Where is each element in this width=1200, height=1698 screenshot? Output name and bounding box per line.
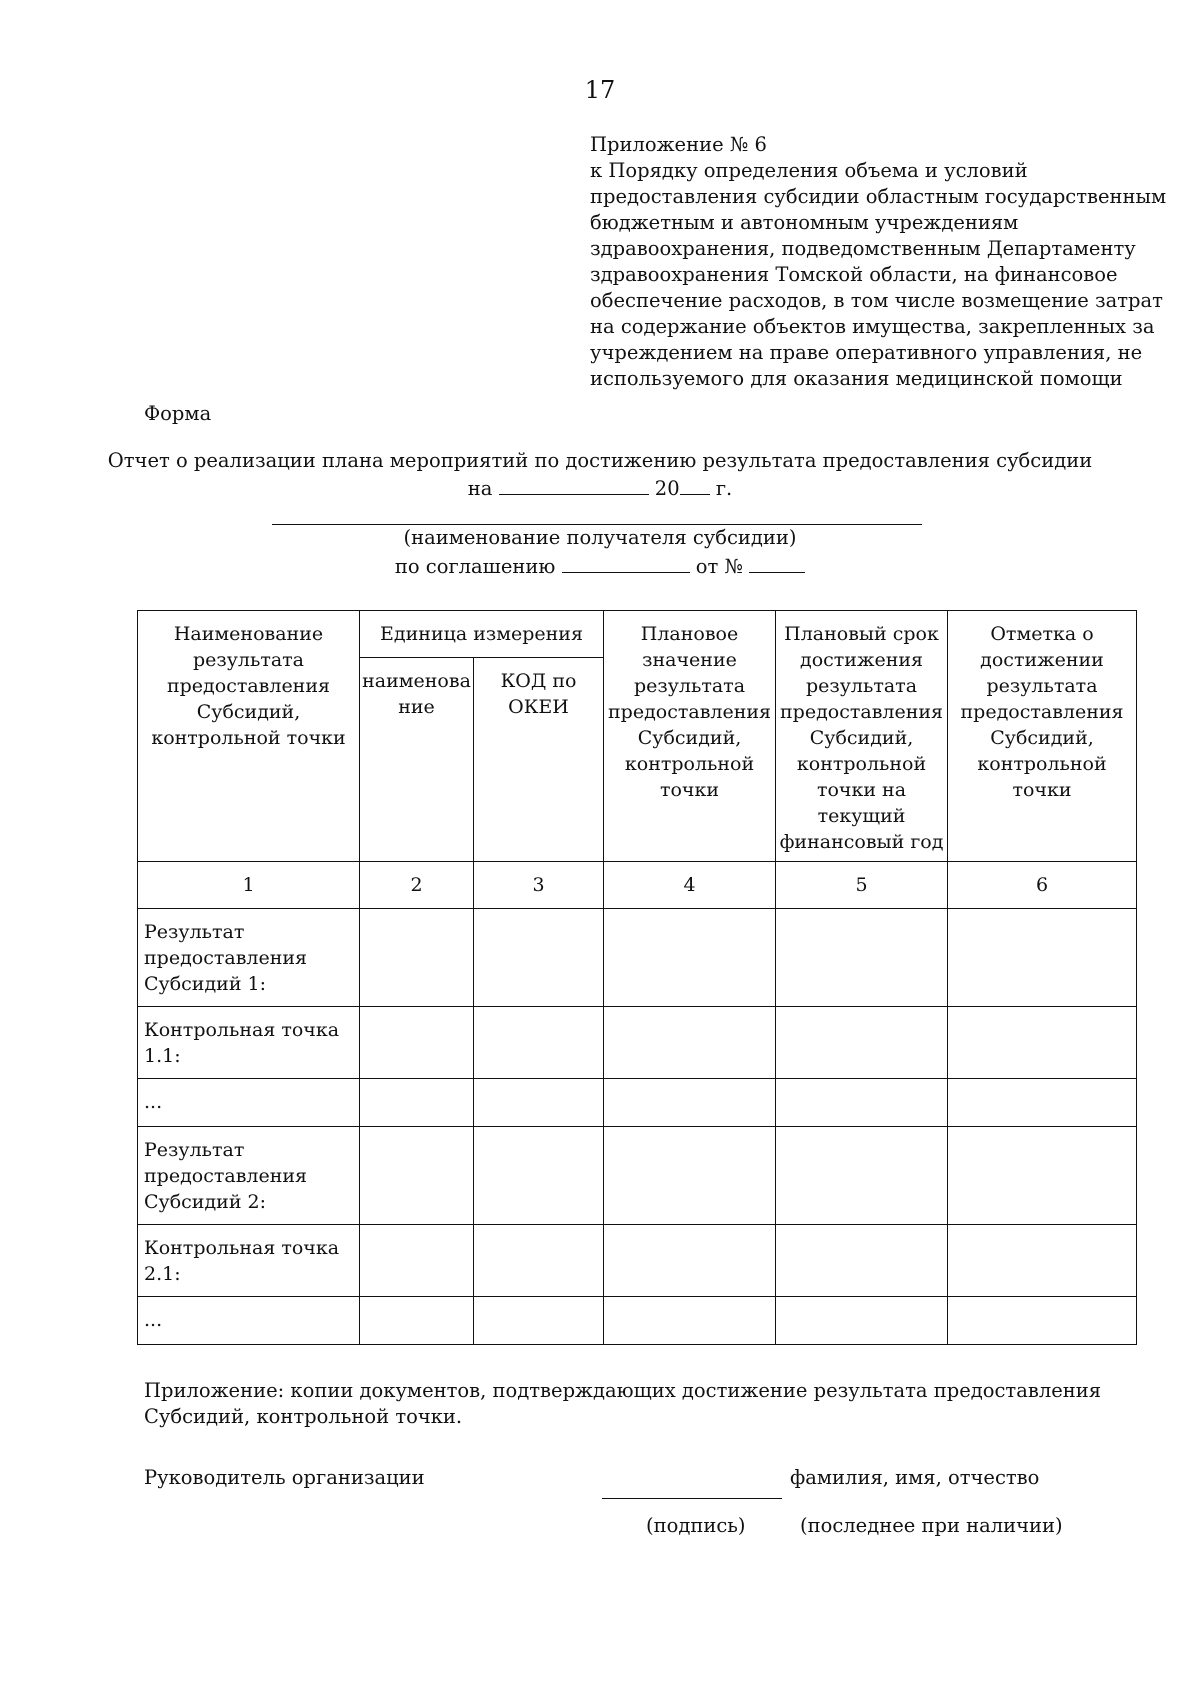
table-cell[interactable] (604, 1297, 776, 1345)
table-cell[interactable] (948, 909, 1137, 1007)
appendix-line: учреждением на праве оперативного управления, не (590, 341, 1143, 364)
agreement-date-field[interactable] (562, 552, 690, 573)
appendix-header (590, 132, 1167, 392)
table-cell[interactable] (474, 1007, 604, 1079)
agreement-prefix: по соглашению (394, 555, 556, 578)
header-planned-deadline: Плановый срок достижения результата предоставления Субсидий, контрольной точки на текущий финансовый год (776, 611, 948, 862)
table-cell[interactable] (948, 1127, 1137, 1225)
table-row (138, 1225, 1137, 1297)
row-label: Результат предоставления Субсидий 2: (138, 1127, 360, 1225)
header-unit-name: наименова ние (360, 658, 474, 862)
footnote: Приложение: копии документов, подтверждающих достижение результата предоставления Субсидий, контрольной точки. (144, 1379, 1102, 1428)
table-row (138, 1007, 1137, 1079)
row-label: Контрольная точка 1.1: (138, 1007, 360, 1079)
fio-caption: (последнее при наличии) (800, 1514, 1063, 1537)
table-cell[interactable] (604, 1225, 776, 1297)
appendix-line: бюджетным и автономным учреждениям (590, 211, 1019, 234)
table-cell[interactable] (948, 1079, 1137, 1127)
report-date-line (0, 474, 1200, 502)
table-cell[interactable] (776, 1079, 948, 1127)
table-cell[interactable] (360, 909, 474, 1007)
date-year: 20 (654, 477, 680, 500)
table-cell[interactable] (360, 1297, 474, 1345)
table-cell[interactable] (604, 909, 776, 1007)
appendix-line: к Порядку определения объема и условий (590, 159, 1028, 182)
agreement-middle: от № (695, 555, 743, 578)
table-cell[interactable] (474, 1225, 604, 1297)
header-result-name: Наименование результата предоставления Субсидий, контрольной точки (138, 611, 360, 862)
table-cell[interactable] (948, 1007, 1137, 1079)
table-row (138, 1079, 1137, 1127)
column-number: 2 (360, 862, 474, 909)
table-cell[interactable] (604, 1007, 776, 1079)
agreement-line (0, 552, 1200, 578)
column-number: 5 (776, 862, 948, 909)
table-cell[interactable] (474, 1297, 604, 1345)
table-cell[interactable] (948, 1225, 1137, 1297)
row-label: ... (138, 1079, 360, 1127)
table-cell[interactable] (948, 1297, 1137, 1345)
signature-field[interactable] (602, 1498, 782, 1499)
appendix-line: Приложение № 6 (590, 133, 767, 156)
appendix-line: используемого для оказания медицинской помощи (590, 367, 1123, 390)
appendix-line: предоставления субсидии областным государственным (590, 185, 1167, 208)
table-row (138, 1127, 1137, 1225)
date-blank-field[interactable] (499, 474, 649, 495)
table-cell[interactable] (604, 1127, 776, 1225)
header-okei-code: КОД по ОКЕИ (474, 658, 604, 862)
year-blank-field[interactable] (680, 474, 710, 495)
column-number: 4 (604, 862, 776, 909)
row-label: Результат предоставления Субсидий 1: (138, 909, 360, 1007)
table-row (138, 909, 1137, 1007)
table-cell[interactable] (474, 909, 604, 1007)
row-label: Контрольная точка 2.1: (138, 1225, 360, 1297)
table-cell[interactable] (776, 1297, 948, 1345)
report-title: Отчет о реализации плана мероприятий по достижению результата предоставления субсидии (107, 449, 1093, 472)
signature-caption: (подпись) (646, 1514, 746, 1537)
table-cell[interactable] (474, 1127, 604, 1225)
table-row (138, 1297, 1137, 1345)
date-prefix: на (467, 477, 493, 500)
header-unit-group: Единица измерения (360, 611, 604, 658)
header-achievement-mark: Отметка о достижении результата предоставления Субсидий, контрольной точки (948, 611, 1137, 862)
table-cell[interactable] (776, 1225, 948, 1297)
table-cell[interactable] (604, 1079, 776, 1127)
agreement-number-field[interactable] (749, 552, 805, 573)
row-label: ... (138, 1297, 360, 1345)
page-number: 17 (584, 76, 616, 104)
recipient-caption: (наименование получателя субсидии) (403, 526, 797, 549)
report-title-block (0, 448, 1200, 502)
column-number: 1 (138, 862, 360, 909)
column-number: 3 (474, 862, 604, 909)
date-suffix: г. (715, 477, 733, 500)
appendix-line: здравоохранения, подведомственным Департаменту (590, 237, 1136, 260)
table-cell[interactable] (776, 1127, 948, 1225)
column-number: 6 (948, 862, 1137, 909)
table-cell[interactable] (474, 1079, 604, 1127)
form-label: Форма (144, 402, 212, 425)
head-of-organization-label: Руководитель организации (144, 1466, 425, 1489)
appendix-line: обеспечение расходов, в том числе возмещение затрат (590, 289, 1163, 312)
table-cell[interactable] (360, 1225, 474, 1297)
appendix-line: здравоохранения Томской области, на финансовое (590, 263, 1118, 286)
fio-label: фамилия, имя, отчество (790, 1466, 1040, 1489)
table-cell[interactable] (360, 1127, 474, 1225)
appendix-line: на содержание объектов имущества, закрепленных за (590, 315, 1155, 338)
table-cell[interactable] (360, 1007, 474, 1079)
table-cell[interactable] (360, 1079, 474, 1127)
report-table (137, 610, 1137, 1345)
recipient-name-field[interactable] (272, 524, 922, 525)
header-planned-value: Плановое значение результата предоставления Субсидий, контрольной точки (604, 611, 776, 862)
table-cell[interactable] (776, 1007, 948, 1079)
table-cell[interactable] (776, 909, 948, 1007)
